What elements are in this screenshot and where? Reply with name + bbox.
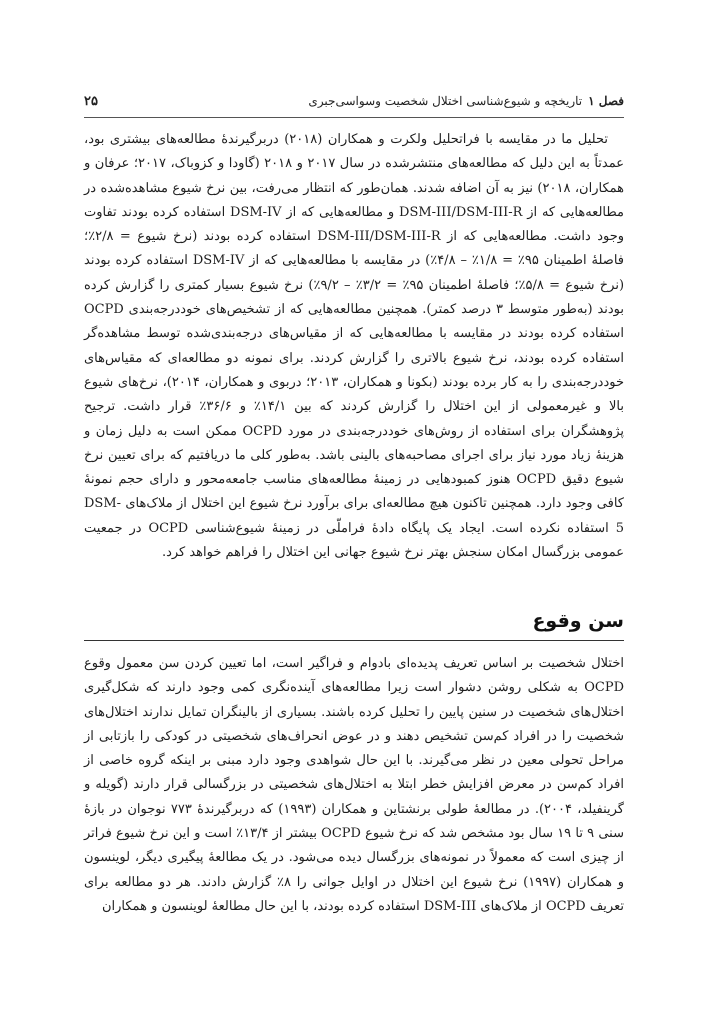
- page-number: ۲۵: [84, 93, 98, 109]
- chapter-title: تاریخچه و شیوع‌شناسی اختلال شخصیت وسواسی‌جبری: [308, 94, 583, 108]
- section-heading: سن وقوع: [532, 610, 624, 632]
- section-paragraph: اختلال شخصیت بر اساس تعریف پدیده‌ای بادوام و فراگیر است، اما تعیین کردن سن معمول وقوع OCPD به شکلی روشن دشوار است زیرا مطالعه‌های آینده‌نگری کمی وجود دارند که شکل‌گیری اختلال‌های شخصیت در سنین پایین را تحلیل کرده باشند. بسیاری از بالینگران تمایل ندارند اختلال‌های شخصیت را در افراد کم‌سن تشخیص دهند و در عوض انحراف‌های شخصیتی در کودکی را بازتابی از مراحل تحولی معین در نظر می‌گیرند. با این حال شواهدی وجود دارد مبنی بر اینکه گروه خاصی از افراد کم‌سن در معرض افزایش خطر ابتلا به اختلال‌های شخصیتی در بزرگسالی قرار دارند (گویله و گرینفیلد، ۲۰۰۴). در مطالعهٔ طولی برنشتاین و همکاران (۱۹۹۳) که دربرگیرندهٔ ۷۷۳ نوجوان در بازهٔ سنی ۹ تا ۱۹ سال بود مشخص شد که نرخ شیوع OCPD بیشتر از ۱۳/۴٪ است و این نرخ شیوع فراتر از چیزی است که معمولاً در نمونه‌های بزرگسال دیده می‌شود. در یک مطالعهٔ پیگیری دیگر، لوینسون و همکاران (۱۹۹۷) نرخ شیوع این اختلال در اوایل جوانی را ۸٪ گزارش دادند. هر دو مطالعه برای تعریف OCPD از ملاک‌های DSM-III استفاده کرده بودند، با این حال مطالعهٔ لوینسون و همکاران: [84, 656, 624, 914]
- section-divider: [84, 640, 624, 641]
- header-divider: [84, 117, 624, 118]
- running-header: [84, 88, 624, 114]
- chapter-heading: [308, 94, 624, 108]
- body-paragraph: تحلیل ما در مقایسه با فراتحلیل ولکرت و همکاران (۲۰۱۸) دربرگیرندهٔ مطالعه‌های بیشتری بود، عمدتاً به این دلیل که مطالعه‌های منتشرشده در سال ۲۰۱۷ و ۲۰۱۸ (گاودا و کزوباک، ۲۰۱۷؛ عرفان و همکاران، ۲۰۱۸) نیز به آن اضافه شدند. همان‌طور که انتظار می‌رفت، بین نرخ شیوع مشاهده‌شده در مطالعه‌هایی که از DSM-III/DSM-III-R و مطالعه‌هایی که از DSM-IV استفاده کرده بودند تفاوت وجود داشت. مطالعه‌هایی که از DSM-III/DSM-III-R استفاده کرده بودند (نرخ شیوع = ۲/۸٪؛ فاصلهٔ اطمینان ۹۵٪ = ۱/۸٪ – ۴/۸٪) در مقایسه با مطالعه‌هایی که از DSM-IV استفاده کرده بودند (نرخ شیوع = ۵/۸٪؛ فاصلهٔ اطمینان ۹۵٪ = ۳/۲٪ – ۹/۲٪) نرخ شیوع بسیار کمتری را گزارش کرده بودند (به‌طور متوسط ۳ درصد کمتر). همچنین مطالعه‌هایی که از تشخیص‌های خوددرجه‌بندی OCPD استفاده کرده بودند در مقایسه با مطالعه‌هایی که از مقیاس‌های درجه‌بندی‌شده توسط مشاهده‌گر استفاده کرده بودند، نرخ شیوع بالاتری را گزارش کردند. برای نمونه دو مطالعه‌ای که مقیاس‌های خوددرجه‌بندی را به کار برده بودند (بکونا و همکاران، ۲۰۱۳؛ دربوی و همکاران، ۲۰۱۴)، نرخ‌های شیوع بالا و غیرمعمولی از این اختلال را گزارش کردند که بین ۱۴/۱٪ و ۳۶/۶٪ قرار داشت. ترجیح پژوهشگران برای استفاده از روش‌های خوددرجه‌بندی در مورد OCPD ممکن است به دلیل زمان و هزینهٔ زیاد مورد نیاز برای اجرای مصاحبه‌های بالینی باشد. به‌طور کلی ما دریافتیم که برای تعیین نرخ شیوع دقیق OCPD هنوز کمبودهایی در زمینهٔ مطالعه‌های مناسب جامعه‌محور و دارای حجم نمونهٔ کافی وجود دارد. همچنین تاکنون هیچ مطالعه‌ای برای برآورد نرخ شیوع این اختلال از ملاک‌های DSM-5 استفاده نکرده است. ایجاد یک پایگاه دادهٔ فراملّی در زمینهٔ شیوع‌شناسی OCPD در جمعیت عمومی بزرگسال امکان سنجش بهتر نرخ شیوع جهانی این اختلال را فراهم خواهد کرد.: [84, 132, 625, 561]
- chapter-label: فصل ۱: [588, 94, 624, 108]
